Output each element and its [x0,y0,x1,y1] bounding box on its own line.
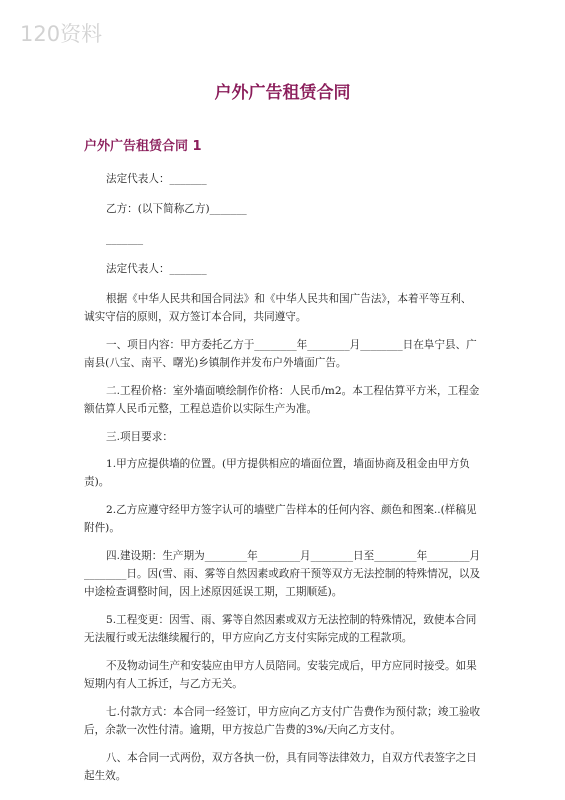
clause-project-change: 5.工程变更：因雪、雨、雾等自然因素或双方无法控制的特殊情况，致使本合同无法履行或无法继续履行的，甲方应向乙方支付实际完成的工程款项。 [84,614,477,644]
party-b-line: 乙方：(以下简称乙方)_______ [106,203,247,215]
contract-body [84,170,482,795]
blank-line: _______ [106,233,144,245]
legal-representative-line: 法定代表人：_______ [106,173,207,185]
clause-construction-period: 四.建设期：生产期为________年________月________日至________年________月________日。因(雪、雨、雾等自然因素或政府干预等双方无法控制的特殊情况，以及中途检查调整时间，因上述原因延误工期，工期顺延)。 [84,550,481,598]
preamble-paragraph: 根据《中华人民共和国合同法》和《中华人民共和国广告法》，本着平等互利、诚实守信的原则，双方签订本合同，共同遵守。 [84,293,472,323]
requirement-item-1: 1.甲方应提供墙的位置。(甲方提供相应的墙面位置，墙面协商及租金由甲方负责)。 [84,458,470,488]
requirement-item-2: 2.乙方应遵守经甲方签字认可的墙壁广告样本的任何内容、颜色和图案..(样稿见附件)。 [84,504,477,534]
clause-project-price: 二.工程价格：室外墙面喷绘制作价格：人民币/m2。本工程估算平方米，工程金额估算人民币元整，工程总造价以实际生产为准。 [84,385,480,415]
clause-project-requirements: 三.项目要求： [106,431,173,443]
clause-project-content: 一、项目内容：甲方委托乙方于________年________月________日在阜宁县、广南县(八宝、南平、曙光)乡镇制作并发布户外墙面广告。 [84,339,477,369]
clause-installation: 不及物动词生产和安装应由甲方人员陪同。安装完成后，甲方应同时接受。如果短期内有人工拆迁，与乙方无关。 [84,660,477,690]
clause-payment-method: 七.付款方式：本合同一经签订，甲方应向乙方支付广告费作为预付款；竣工验收后，余款一次性付清。逾期，甲方按总广告费的3%/天向乙方支付。 [84,706,481,736]
document-title: 户外广告租赁合同 [214,83,351,103]
clause-copies-validity: 八、本合同一式两份，双方各执一份，具有同等法律效力，自双方代表签字之日起生效。 [84,752,477,782]
legal-representative-line-2: 法定代表人：_______ [106,263,207,275]
watermark-text: 120资料 [20,22,103,46]
section-title: 户外广告租赁合同 1 [84,139,202,154]
